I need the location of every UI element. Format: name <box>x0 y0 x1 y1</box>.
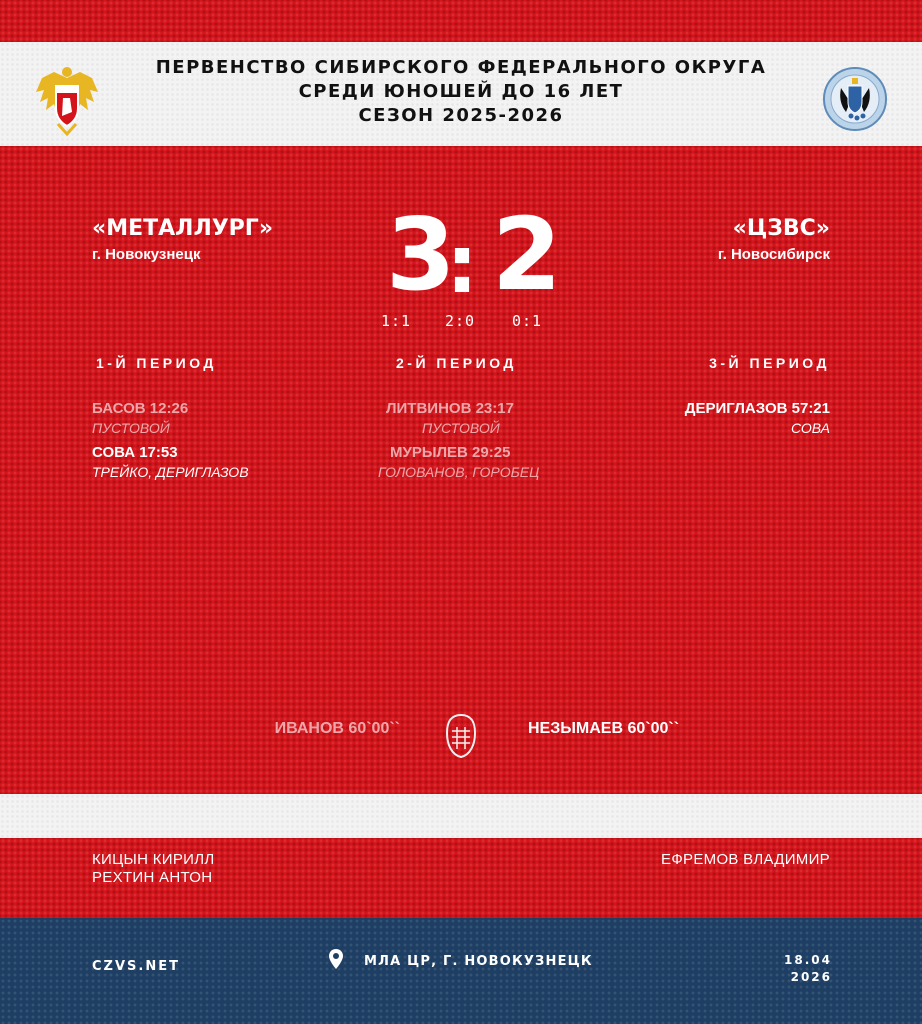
score-separator: : <box>446 218 478 311</box>
hockey-federation-emblem-icon <box>32 64 102 136</box>
header-title-line-1: ПЕРВЕНСТВО СИБИРСКОГО ФЕДЕРАЛЬНОГО ОКРУГА <box>155 57 767 78</box>
site-link[interactable]: CZVS.NET <box>92 959 180 974</box>
match-year: 2026 <box>790 970 832 984</box>
goal-scorer: ЛИТВИНОВ 23:17 <box>386 400 514 417</box>
header-title-line-2: СРЕДИ ЮНОШЕЙ ДО 16 ЛЕТ <box>298 81 624 102</box>
goal-assists: ТРЕЙКО, ДЕРИГЛАЗОВ <box>92 464 249 480</box>
away-coach: ЕФРЕМОВ ВЛАДИМИР <box>661 851 830 868</box>
home-score: 3 <box>386 196 456 313</box>
top-red-strip <box>0 0 922 42</box>
home-coach: КИЦЫН КИРИЛЛ <box>92 851 215 868</box>
home-coach: РЕХТИН АНТОН <box>92 869 213 886</box>
goalie-mask-icon <box>444 713 478 759</box>
goal-assists: СОВА <box>790 420 830 436</box>
home-goalie: ИВАНОВ 60`00`` <box>274 720 400 737</box>
away-score: 2 <box>492 196 562 313</box>
period-3-label: 3-Й ПЕРИОД <box>709 355 830 371</box>
away-team-name: «ЦЗВС» <box>732 216 830 241</box>
home-team-name: «МЕТАЛЛУРГ» <box>92 216 274 241</box>
away-team-city: г. Новосибирск <box>717 246 830 263</box>
goal-scorer: СОВА 17:53 <box>92 444 178 461</box>
goal-scorer: ДЕРИГЛАЗОВ 57:21 <box>684 400 830 417</box>
location-pin-icon <box>328 948 344 970</box>
goal-scorer: МУРЫЛЕВ 29:25 <box>390 444 511 461</box>
period-1-label: 1-Й ПЕРИОД <box>96 355 217 371</box>
header-title-line-3: СЕЗОН 2025-2026 <box>358 105 564 126</box>
period-score-1: 1:1 <box>381 312 412 330</box>
match-date: 18.04 <box>784 953 832 967</box>
divider-band <box>0 794 922 838</box>
period-score-3: 0:1 <box>512 312 543 330</box>
regional-coat-of-arms-icon <box>822 66 888 132</box>
goal-assists: ПУСТОВОЙ <box>92 420 170 436</box>
period-2-label: 2-Й ПЕРИОД <box>396 355 517 371</box>
goal-scorer: БАСОВ 12:26 <box>92 400 189 417</box>
venue: МЛА ЦР, Г. НОВОКУЗНЕЦК <box>364 954 593 969</box>
away-goalie: НЕЗЫМАЕВ 60`00`` <box>528 720 680 737</box>
goal-assists: ГОЛОВАНОВ, ГОРОБЕЦ <box>378 464 540 480</box>
goal-assists: ПУСТОВОЙ <box>422 420 500 436</box>
home-team-city: г. Новокузнецк <box>92 246 201 263</box>
period-score-2: 2:0 <box>445 312 476 330</box>
